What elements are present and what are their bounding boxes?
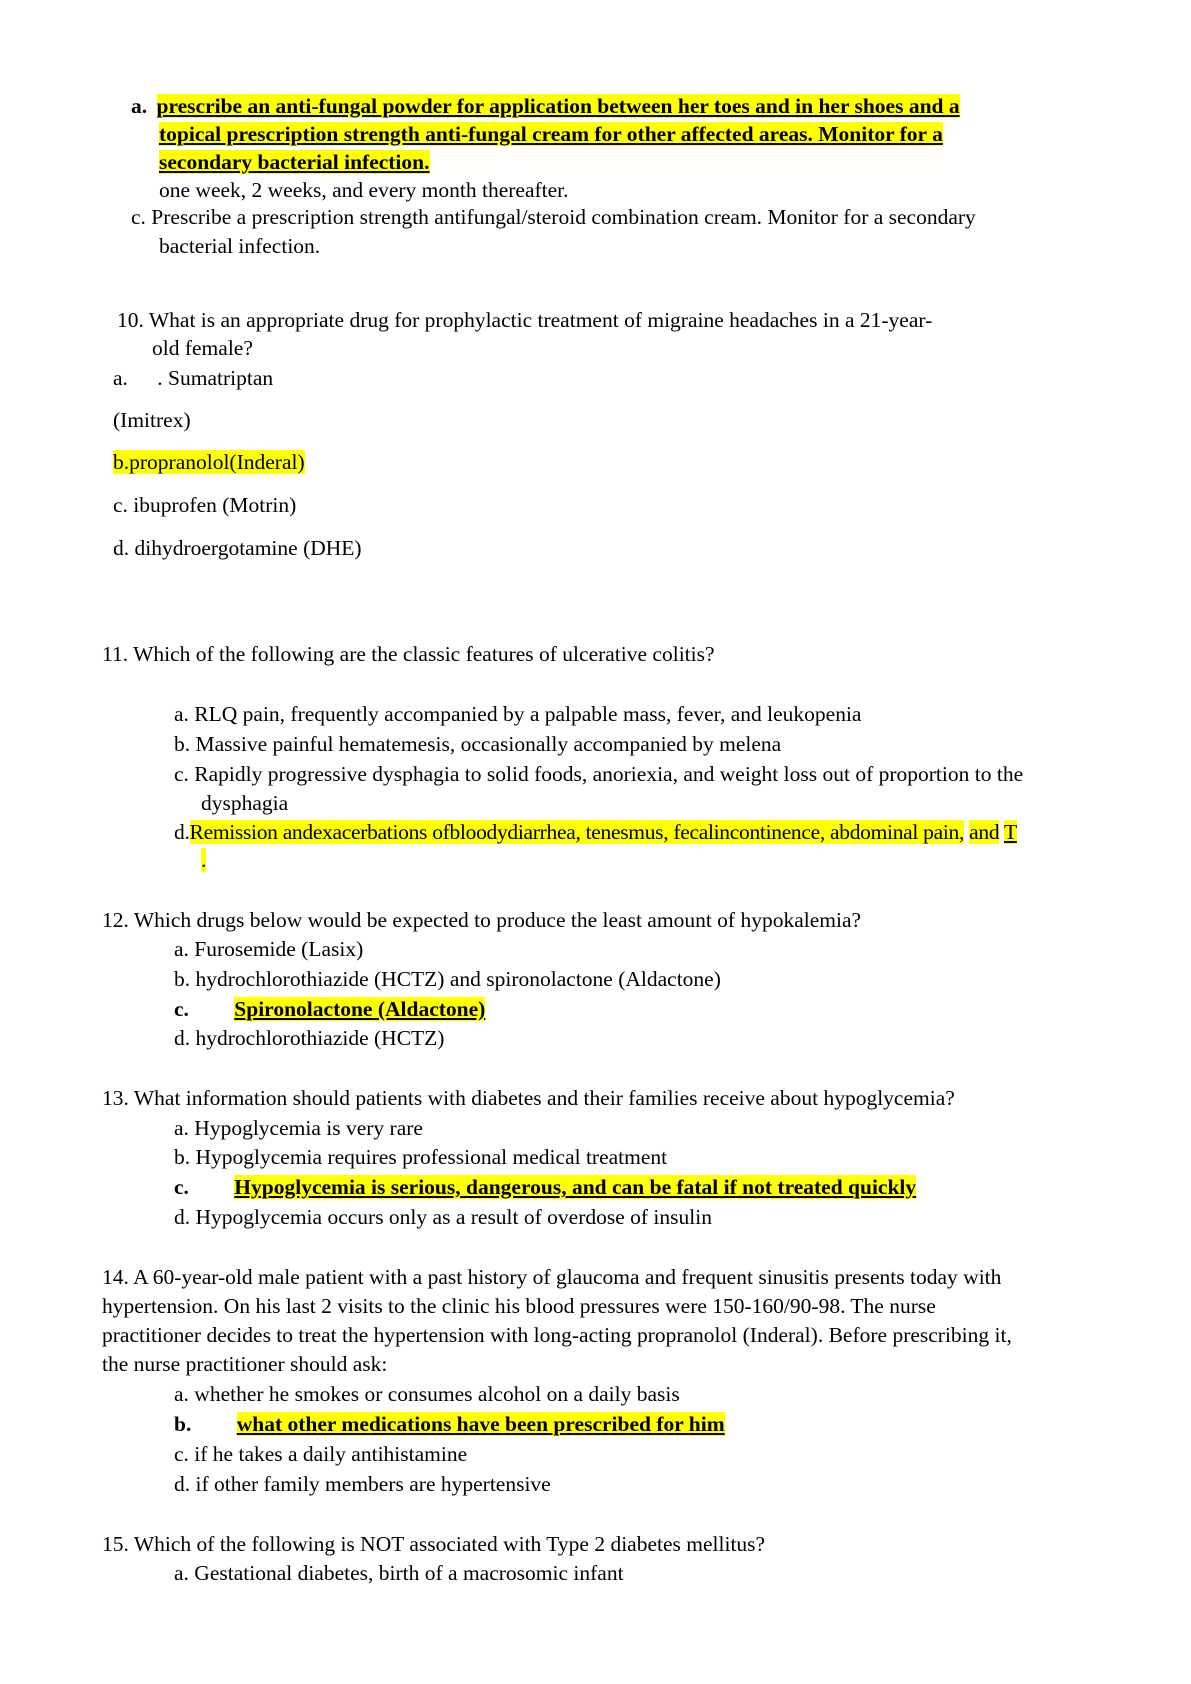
q11-stem: 11. Which of the following are the classic features of ulcerative colitis?: [102, 642, 715, 666]
q13-option-b: b. Hypoglycemia requires professional medical treatment: [174, 1145, 668, 1169]
q12-stem: 12. Which drugs below would be expected to produce the least amount of hypokalemia?: [102, 908, 862, 932]
q13-option-c: c. Hypoglycemia is serious, dangerous, and can be fatal if not treated quickly: [174, 1175, 917, 1199]
q10-option-a-brand: (Imitrex): [113, 408, 191, 432]
q9-option-c-line1: c. Prescribe a prescription strength antifungal/steroid combination cream. Monitor for a secondary: [131, 205, 976, 229]
q11-option-d: d.Remission andexacerbations ofbloodydiarrhea, tenesmus, fecalincontinence, abdominal pain, and T: [174, 820, 1017, 844]
q14-option-b: b. what other medications have been prescribed for him: [174, 1412, 725, 1436]
q11-option-a: a. RLQ pain, frequently accompanied by a palpable mass, fever, and leukopenia: [174, 702, 862, 726]
q9-option-c-line2: bacterial infection.: [159, 234, 321, 258]
q15-stem: 15. Which of the following is NOT associated with Type 2 diabetes mellitus?: [102, 1532, 766, 1556]
q10-option-c: c. ibuprofen (Motrin): [113, 493, 297, 517]
q11-option-c-line2: dysphagia: [201, 791, 289, 815]
q11-option-d-line2: .: [201, 848, 207, 872]
q9-option-a-line1: a. prescribe an anti-fungal powder for application between her toes and in her shoes and a: [131, 94, 960, 118]
q10-option-b: [113, 448, 305, 476]
q12-option-a: a. Furosemide (Lasix): [174, 937, 364, 961]
q12-option-c: c. Spironolactone (Aldactone): [174, 997, 486, 1021]
q9-option-b-tail: one week, 2 weeks, and every month thereafter.: [159, 178, 569, 202]
q15-option-a: a. Gestational diabetes, birth of a macrosomic infant: [174, 1561, 624, 1585]
q10-option-d: d. dihydroergotamine (DHE): [113, 536, 362, 560]
q10-answer-highlight: b.propranolol(Inderal): [113, 450, 305, 474]
q11-option-c-line1: c. Rapidly progressive dysphagia to solid foods, anoriexia, and weight loss out of proportion to the: [174, 762, 1024, 786]
q14-answer-highlight: what other medications have been prescribed for him: [236, 1412, 725, 1436]
q10-option-a: a. . Sumatriptan: [113, 366, 274, 390]
q9-answer-highlight: prescribe an anti-fungal powder for application between her toes and in her shoes and a: [156, 94, 960, 118]
q13-answer-highlight: Hypoglycemia is serious, dangerous, and can be fatal if not treated quickly: [234, 1175, 917, 1199]
q10-stem-line1: 10. What is an appropriate drug for prophylactic treatment of migraine headaches in a 21-year-: [117, 308, 933, 332]
q14-stem-line2: hypertension. On his last 2 visits to the clinic his blood pressures were 150-160/90-98. The nurse: [102, 1294, 936, 1318]
q13-option-d: d. Hypoglycemia occurs only as a result of overdose of insulin: [174, 1205, 712, 1229]
q12-answer-highlight: Spironolactone (Aldactone): [234, 997, 486, 1021]
q14-stem-line4: the nurse practitioner should ask:: [102, 1352, 388, 1376]
q14-option-a: a. whether he smokes or consumes alcohol on a daily basis: [174, 1382, 680, 1406]
q9-option-a-line3: secondary bacterial infection.: [159, 150, 430, 174]
q13-stem: 13. What information should patients with diabetes and their families receive about hypoglycemia?: [102, 1086, 955, 1110]
q14-option-d: d. if other family members are hypertensive: [174, 1472, 551, 1496]
q14-stem-line3: practitioner decides to treat the hypertension with long-acting propranolol (Inderal). Before prescribing it,: [102, 1323, 1012, 1347]
q12-option-d: d. hydrochlorothiazide (HCTZ): [174, 1026, 445, 1050]
q14-option-c: c. if he takes a daily antihistamine: [174, 1442, 468, 1466]
q10-stem-line2: old female?: [152, 336, 253, 360]
q11-option-b: b. Massive painful hematemesis, occasionally accompanied by melena: [174, 732, 782, 756]
q12-option-b: b. hydrochlorothiazide (HCTZ) and spironolactone (Aldactone): [174, 967, 721, 991]
q11-answer-highlight: Remission andexacerbations ofbloodydiarrhea, tenesmus, fecalincontinence, abdominal pain,: [189, 820, 965, 844]
q14-stem-line1: 14. A 60-year-old male patient with a past history of glaucoma and frequent sinusitis presents today with: [102, 1265, 1002, 1289]
q13-option-a: a. Hypoglycemia is very rare: [174, 1116, 423, 1140]
q9-option-a-line2: topical prescription strength anti-fungal cream for other affected areas. Monitor for a: [159, 122, 943, 146]
